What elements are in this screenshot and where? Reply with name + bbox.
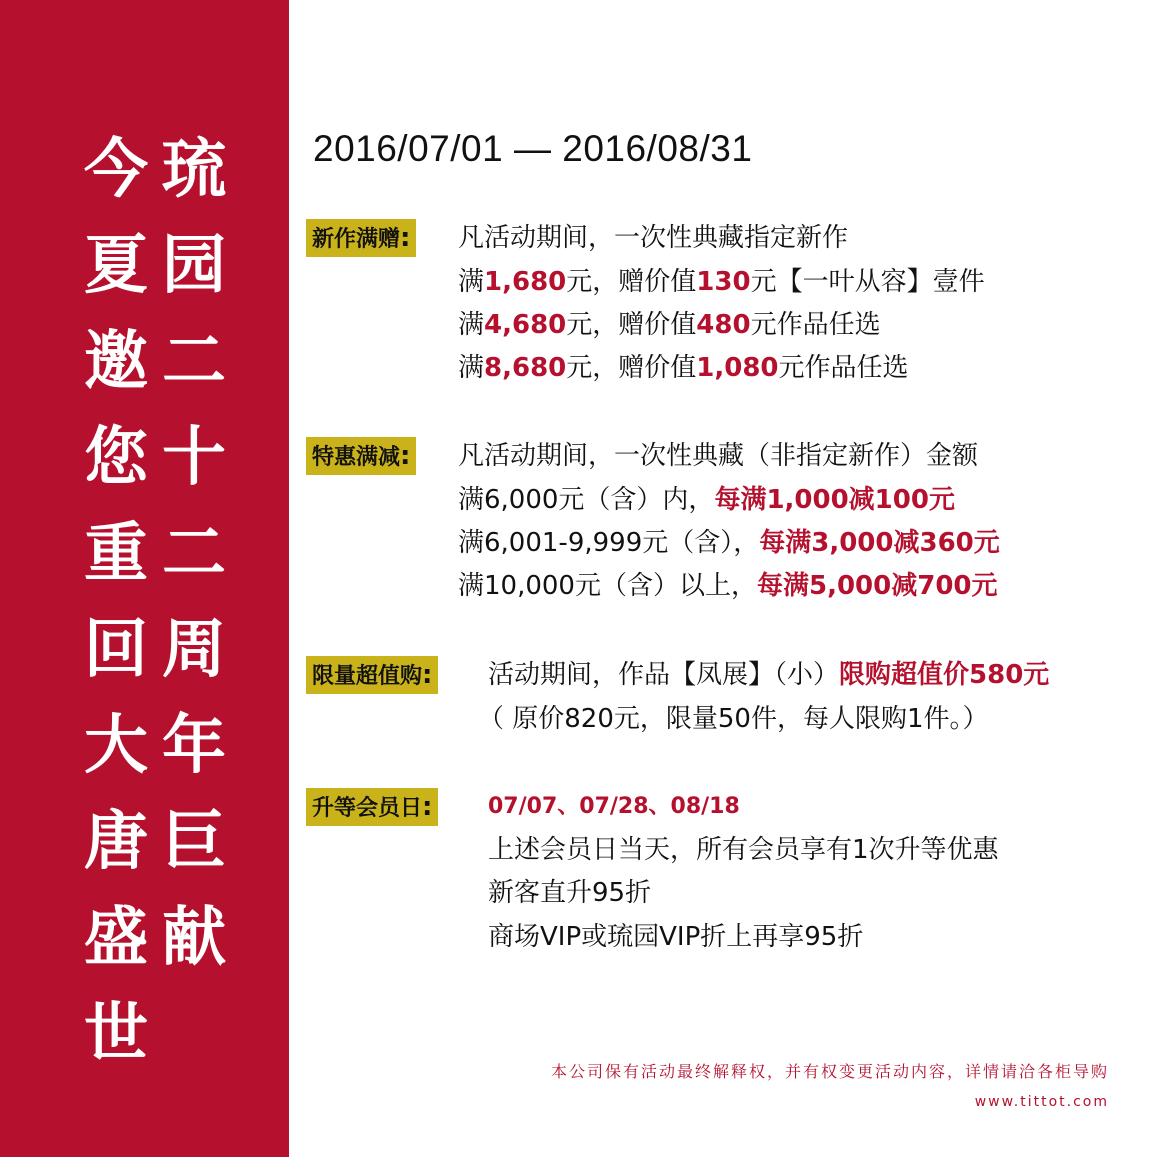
discount-row <box>458 485 955 515</box>
title-char: 回 <box>84 612 148 687</box>
side-panel <box>0 0 289 1157</box>
row-text: 满 <box>458 267 485 297</box>
row-offer: 每满3,000减360元 <box>759 528 1000 558</box>
title-char: 年 <box>162 708 226 783</box>
date-range: 2016/07/01 — 2016/08/31 <box>313 128 753 169</box>
title-char: 琉 <box>162 132 226 207</box>
row-value: 1,080 <box>696 353 779 383</box>
gift-row <box>458 267 985 297</box>
label-text: 特惠满减 <box>312 445 401 470</box>
label-colon: : <box>422 792 433 822</box>
discount-row <box>458 528 1000 558</box>
gift-row <box>458 353 909 383</box>
title-char: 您 <box>84 420 148 495</box>
title-char: 重 <box>84 516 148 591</box>
discount-row <box>458 571 998 601</box>
label-colon: : <box>400 223 411 253</box>
section-label <box>306 788 438 826</box>
title-char: 夏 <box>84 228 148 303</box>
section-intro: 凡活动期间，一次性典藏指定新作 <box>458 223 849 253</box>
row-text: 满6,001-9,999元（含）， <box>458 528 760 558</box>
row-value: 480 <box>696 310 751 340</box>
row-text: 元【一叶从容】壹件 <box>750 267 985 297</box>
row-text: 元，赠价值 <box>566 267 697 297</box>
row-text: 元作品任选 <box>778 353 909 383</box>
title-char: 世 <box>84 996 148 1071</box>
member-line: 上述会员日当天，所有会员享有1次升等优惠 <box>488 835 999 865</box>
title-char: 盛 <box>84 900 148 975</box>
row-text: 元，赠价值 <box>566 310 697 340</box>
label-colon: : <box>400 441 411 471</box>
vertical-title-right <box>154 122 234 986</box>
title-char: 今 <box>84 132 148 207</box>
title-char: 园 <box>162 228 226 303</box>
row-amount: 8,680 <box>484 353 567 383</box>
row-text: 活动期间，作品【凤展】（小） <box>488 660 840 690</box>
limited-note: （ 原价820元，限量50件，每人限购1件。） <box>478 704 989 734</box>
row-amount: 1,680 <box>484 267 567 297</box>
vertical-title-left <box>76 122 156 1082</box>
title-char: 十 <box>162 420 226 495</box>
title-char: 大 <box>84 708 148 783</box>
member-dates: 07/07、07/28、08/18 <box>488 794 740 819</box>
row-offer: 限购超值价580元 <box>839 660 1050 690</box>
label-text: 升等会员日 <box>312 796 423 821</box>
website-link[interactable]: www.tittot.com <box>974 1094 1109 1110</box>
row-offer: 每满1,000减100元 <box>714 485 955 515</box>
row-text: 满10,000元（含）以上， <box>458 571 757 601</box>
row-text: 满 <box>458 310 485 340</box>
row-text: 满6,000元（含）内， <box>458 485 715 515</box>
row-amount: 4,680 <box>484 310 567 340</box>
row-text: 满 <box>458 353 485 383</box>
section-label <box>306 219 416 257</box>
title-char: 周 <box>162 612 226 687</box>
section-label <box>306 437 416 475</box>
gift-row <box>458 310 881 340</box>
title-char: 唐 <box>84 804 148 879</box>
disclaimer-text: 本公司保有活动最终解释权，并有权变更活动内容，详情请洽各柜导购 <box>550 1062 1109 1081</box>
row-text: 元作品任选 <box>750 310 881 340</box>
limited-offer <box>488 660 1049 690</box>
member-line: 新客直升95折 <box>488 878 652 908</box>
title-char: 二 <box>162 516 226 591</box>
row-text: 元，赠价值 <box>566 353 697 383</box>
section-label <box>306 656 438 694</box>
title-char: 献 <box>162 900 226 975</box>
row-value: 130 <box>696 267 751 297</box>
label-text: 新作满赠 <box>312 227 401 252</box>
title-char: 邀 <box>84 324 148 399</box>
section-intro: 凡活动期间，一次性典藏（非指定新作）金额 <box>458 441 979 471</box>
title-char: 巨 <box>162 804 226 879</box>
label-text: 限量超值购 <box>312 664 423 689</box>
row-offer: 每满5,000减700元 <box>756 571 998 601</box>
member-line: 商场VIP或琉园VIP折上再享95折 <box>488 922 864 952</box>
title-char: 二 <box>162 324 226 399</box>
label-colon: : <box>422 660 433 690</box>
